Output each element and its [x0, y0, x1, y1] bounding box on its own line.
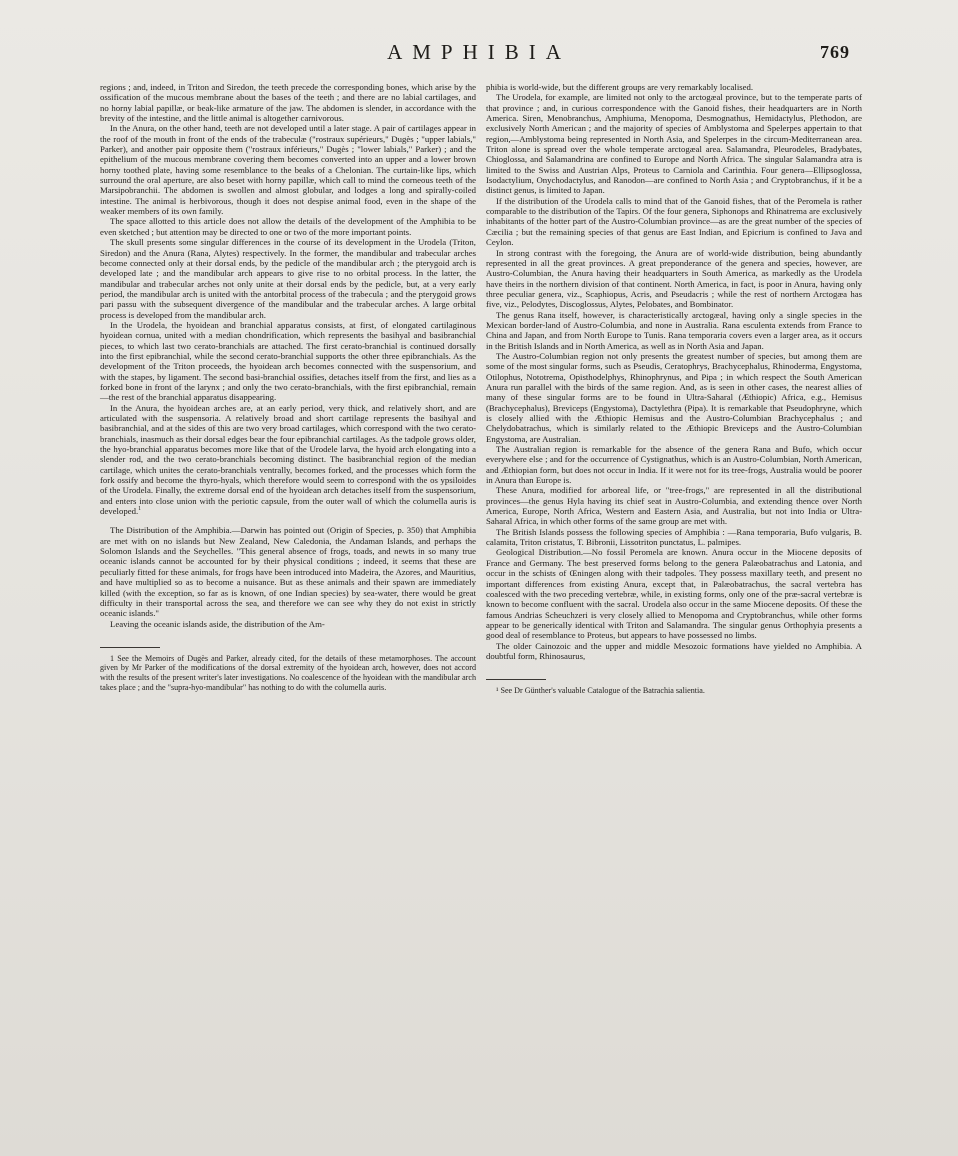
footnote-marker: 1	[138, 506, 142, 513]
footnote-rule	[486, 679, 546, 680]
running-head: AMPHIBIA	[387, 40, 571, 64]
paragraph: The space allotted to this article does not allow the details of the development of the Amphibia to be even sketched ; but attention may be directed to one or two of the more important points.	[100, 216, 476, 237]
paragraph: regions ; and, indeed, in Triton and Siredon, the teeth precede the corresponding bones, which arise by the ossification of the mucous membrane about the bases of the teeth ; and there are no labial cartilages, and no horny labial papillæ, or beak-like armature of the jaw. The abdomen is slender, in accordance with the brevity of the intestine, and the little animal is altogether carnivorous.	[100, 82, 476, 124]
paragraph: The Urodela, for example, are limited not only to the arctogæal province, but to the temperate parts of that province ; and, in curious correspondence with the Ganoid fishes, their headquarters are in North America. Siren, Menobranchus, Amphiuma, Menopoma, Desmognathus, Hemidactylus, Plethodon, are exclusively North American ; and the majority of species of Amblystoma and Spelerpes appertain to that region,—Amblystoma being represented in North Asia, and Spelerpes in the circum-Mediterranean area. Triton alone is spread over the whole temperate arctogæal area. Salamandra, Pleurodeles, Bradybates, Chioglossa, and Salamandrina are confined to Europe and North Africa. The singular Salamandra atra is limited to the Swiss and Austrian Alps, Proteus to Carniola and Carinthia. Four genera—Ellipsoglossa, Isodactylium, Onychodactylus, and Ranodon—are confined to North Asia ; and Cryptobranchus, if it be a distinct genus, is limited to Japan.	[486, 92, 862, 196]
paragraph: If the distribution of the Urodela calls to mind that of the Ganoid fishes, that of the Peromela is rather comparable to the distribution of the Tapirs. Of the four genera, Siphonops and Rhinatrema are exclusively inhabitants of the hotter part of the Austro-Columbian province—as are the great number of the species of Cæcilia ; but the remaining species of that genus are East Indian, and Epicrium is confined to Java and Ceylon.	[486, 195, 862, 248]
paragraph: In strong contrast with the foregoing, the Anura are of world-wide distribution, being abundantly represented in all the great provinces. A great preponderance of the genera and species, however, are Austro-Columbian, the Anura having their headquarters in South America, as markedly as the Urodela have theirs in the northern division of that continent. North America, in fact, is poor in Anura, having only three peculiar genera, viz., Scaphiopus, Acris, and Pseudacris ; while the rest of northern Arctogæa has five, viz., Pelodytes, Discoglossus, Alytes, Pelobates, and Bombinator.	[486, 247, 862, 310]
paragraph: These Anura, modified for arboreal life, or "tree-frogs," are represented in all the distributional provinces—the genus Hyla having its chief seat in Austro-Columbia, and extending thence over North America, Europe, North Africa, Western and Eastern Asia, and Australia, but not into India or Ultra-Saharal Africa, in which other forms of the same group are met with.	[486, 485, 862, 527]
footnote: ¹ See Dr Günther's valuable Catalogue of the Batrachia salientia.	[496, 686, 705, 696]
paragraph: Leaving the oceanic islands aside, the distribution of the Am-	[110, 618, 325, 629]
paragraph: The British Islands possess the following species of Amphibia : —Rana temporaria, Bufo vulgaris, B. calamita, Triton cristatus, T. Bibronii, Lissotriton punctatus, L. palmipes.	[486, 526, 862, 548]
paragraph: The Austro-Columbian region not only presents the greatest number of species, but among them are some of the most singular forms, such as Pseudis, Ceratophrys, Brachycephalus, Rhinoderma, Engystoma, Otilophus, Nototrema, Opisthodelphys, Rhinophrynus, and Pipa ; in which respect the South American Anura run parallel with the birds of the same region. And, as is seen in other cases, the nearest allies of many of these singular forms are to be found in Ultra-Saharal (Æthiopic) Africa, e.g., Hemisus (Brachycephalus), Breviceps (Engystoma), Dactylethra (Pipa). It is remarkable that Pseudophryne, which is closely allied with the Æthiopic Hemisus and the Austro-Columbian Brachycephalus ; and Chelydobatrachus, which is similarly related to the Æthiopic Breviceps and the Austro-Columbian Engystoma, are Australian.	[486, 350, 862, 444]
paragraph: The skull presents some singular differences in the course of its development in the Urodela (Triton, Siredon) and the Anura (Rana, Alytes) respectively. In the former, the mandibular and trabecular arches become connected only at their dorsal ends, by the pedicle of the mandibular arch ; the pterygoid arch is developed late ; and the mandibular arch appears to give rise to no orbital process. In the latter, the mandibular and trabecular arches not only unite at their dorsal ends by the pedicle, but, at a very early period, the mandibular arch is united with the antorbital process of the trabecula ; and the pterygoid grows pari passu with the subsequent divergence of the mandibular and the trabecular arches. A large orbital process is developed from the mandibular arch.	[100, 237, 476, 320]
paragraph: In the Urodela, the hyoidean and branchial apparatus consists, at first, of elongated cartilaginous hyoidean cornua, united with a median chondrification, which represents the basihyal and basibranchial pieces, to which last two cerato-branchials are attached. The first cerato-branchial is continued dorsally into the first epibranchial, while the second cerato-branchial supports the other three epibranchials. As the development of the Triton proceeds, the hyoidean arch becomes connected with the suspensorium, and with the stapes, by ligament. The second basi-branchial ossifies, detaches itself from the first, and lies as a forked bone in front of the larynx ; and only the two cerato-branchials, with the first epibranchial, remain—the rest of the branchial apparatus disappearing.	[100, 319, 476, 403]
footnote-rule	[100, 647, 160, 648]
left-column	[100, 82, 476, 692]
paragraph: In the Anura, on the other hand, teeth are not developed until a later stage. A pair of cartilages appear in the roof of the mouth in front of the ends of the trabeculæ ("rostraux supérieurs," Dugès ; "upper labials," Parker), and another pair opposite them ("rostraux inférieurs," Dugès ; "lower labials," Parker) ; and the epithelium of the mucous membrane covering them becomes converted into an upper and a lower brown horny toothed plate, having some resemblance to the beaks of a Chelonian. The curtain-like lips, which surround the oral aperture, are also beset with horny papillæ, which call to mind the corneous teeth of the Marsipobranchii. The abdomen is swollen and almost globular, and lodges a long and spirally-coiled intestine. The animal is herbivorous, though it does not despise animal food, even in the shape of the weaker members of its own family.	[100, 123, 476, 217]
page-number: 769	[820, 42, 850, 62]
paragraph-text: In the Anura, the hyoidean arches are, at an early period, very thick, and relatively short, and are articulated with the suspensoria. A relatively broad and short cartilage represents the basihyal and basibranchial, and at the sides of this are two very broad cartilages, which correspond with the two cerato-branchials, inasmuch as their dorsal edges bear the four epibranchial cartilages. As the tadpole grows older, the hyo-branchial apparatus becomes more like that of the Urodele larva, the hyoid arch elongating into a slender rod, and the two cerato-branchials becoming distinct. The basibranchial region of the median cartilage, which unites the cerato-branchials ventrally, becomes forked, and the processes which form the fork ossify and become the thyro-hyals, which therefore would seem to correspond with the os ypsiloides of the Urodela. Finally, the extreme dorsal end of the hyoidean arch detaches itself from the suspensorium, and enters into close union with the periotic capsule, from the outer wall of which the columella auris is developed.	[100, 402, 476, 517]
paragraph: The older Cainozoic and the upper and middle Mesozoic formations have yielded no Amphibia. A doubtful form, Rhinosaurus,	[486, 640, 862, 661]
paragraph: The Australian region is remarkable for the absence of the genera Rana and Bufo, which occur everywhere else ; and for the occurrence of Cystignathus, which is an Austro-Columbian, North American, and Æthiopian form, but does not occur in India. If it were not for its tree-frogs, Australia would be poorer in Anura than Europe is.	[486, 444, 862, 486]
paragraph-with-footnote	[100, 403, 476, 517]
paragraph: The genus Rana itself, however, is characteristically arctogæal, having only a single species in the Mexican border-land of Austro-Columbia, and none in Australia. Rana esculenta extends from France to China and Japan, and from North Europe to Tunis. Rana temporaria covers even a larger area, as it occurs in the British Islands and in North America, as well as in North Asia and Japan.	[486, 309, 862, 351]
section-paragraph-geology: Geological Distribution.—No fossil Peromela are known. Anura occur in the Miocene deposits of France and Germany. The best preserved forms belong to the genera Palæobatrachus and Latonia, and occur in the schists of Œningen along with their tadpoles. They possess maxillary teeth, and present no important differences from existing Anura, except that, in Palæobatrachus, the sacral vertebra has coalesced with the two preceding vertebræ, while, in existing forms, only one of the præ-sacral vertebræ is known to become confluent with the sacral. Urodela also occur in the same Miocene deposits. Of these the famous Andrias Scheuchzeri is very closely allied to Menopoma and Cryptobranchus, while other forms appear to be generically identical with Triton and Salamandra. The singular genus Orthophyia presents a good deal of resemblance to Proteus, but appears to have possessed no limbs.	[486, 547, 862, 641]
footnote: 1 See the Memoirs of Dugès and Parker, already cited, for the details of these metamorphoses. The account given by Mr Parker of the modifications of the dorsal extremity of the hyoidean arch, however, does not accord with the results of the present writer's later investigations. No coalescence of the hyoidean with the mandibular arch takes place ; and the "supra-hyo-mandibular" has nothing to do with the columella auris.	[100, 653, 476, 692]
paragraph: phibia is world-wide, but the different groups are very remarkably localised.	[486, 82, 754, 92]
right-column	[486, 82, 862, 696]
section-paragraph-distribution: The Distribution of the Amphibia.—Darwin has pointed out (Origin of Species, p. 350) that Amphibia are met with on no islands but New Zealand, New Caledonia, the Andaman Islands, and perhaps the Solomon Islands and the Seychelles. "This general absence of frogs, toads, and newts in so many true oceanic islands cannot be accounted for by their physical conditions ; indeed, it seems that these are peculiarly fitted for these animals, for frogs have been introduced into Madeira, the Azores, and Mauritius, and have multiplied so as to become a nuisance. But as these animals and their spawn are immediately killed (with the exception, so far as is known, of one Indian species) by sea-water, there would be great difficulty in their transportal across the sea, and therefore we can see why they do not exist in strictly oceanic islands."	[100, 525, 476, 619]
